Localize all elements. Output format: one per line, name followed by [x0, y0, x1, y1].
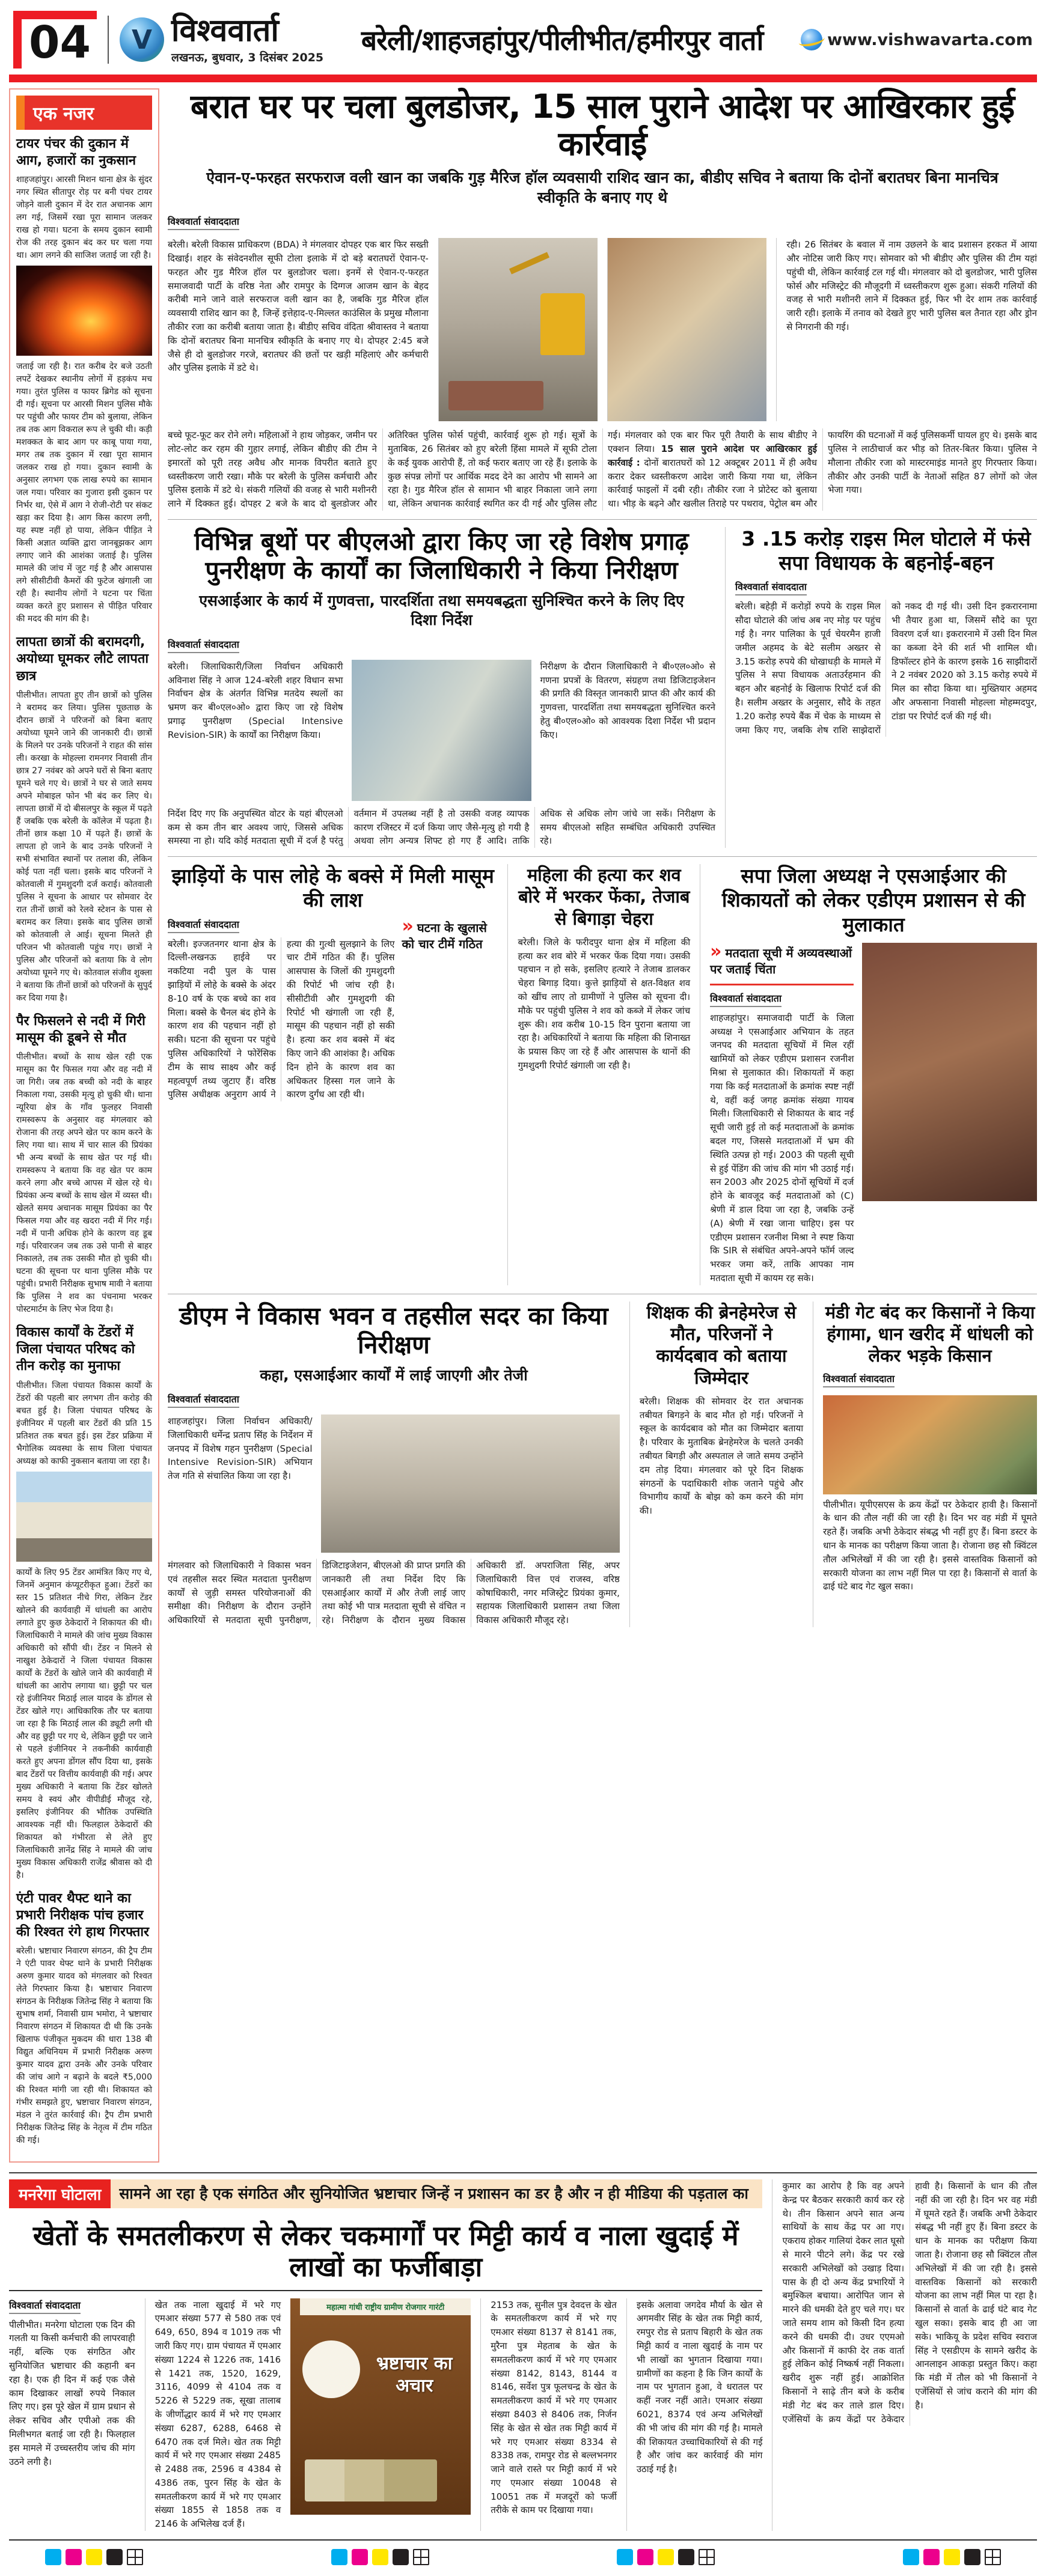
graphic-banner-text: महात्मा गांधी राष्ट्रीय ग्रामीण रोजगार गारंटी	[300, 2298, 471, 2315]
sp-headline: सपा जिला अध्यक्ष ने एसआईआर की शिकायतों को लेकर एडीएम प्रशासन से की मुलाकात	[721, 864, 1026, 936]
sidebar-article-fire	[16, 136, 152, 626]
article-body: शाहजहांपुर। आरसी मिशन थाना क्षेत्र के सुंदर नगर स्थित सीतापुर रोड़ पर बनी पंचर टायर जोड़ने वाली दुकान में देर रात अचानक आग लग गई, जिसमें रखा पूरा सामान जलकर राख हो गया। घटना के समय दुकान स्वामी रोज की तरह दुकान बंद कर घर चला गया था। आग लगने की साजिश जताई जा रही है।	[16, 175, 152, 261]
section-title: बरेली/शाहजहांपुर/पीलीभीत/हमीरपुर वार्ता	[361, 24, 763, 56]
graphic-title: भ्रष्टाचार का अचार	[376, 2352, 453, 2397]
body-text: बरेली। जिलाधिकारी/जिला निर्वाचन अधिकारी अविनाश सिंह ने आज 124-बरेली शहर विधान सभा निर्वाचन क्षेत्र के अंतर्गत विभिन्न मतदेय स्थलों का भ्रमण कर बी०एल०ओ० द्वारा किए जा रहे विशेष प्रगाढ़ पुनरीक्षण (Special Intensive Revision-SIR) के कार्यों का निरीक्षण किया।	[168, 660, 343, 740]
body-text: निर्देश दिए गए कि अनुपस्थित वोटर के यहां बीएलओ कम से कम तीन बार अवश्य जाएं, जिससे अधिक समस्या ना हो। यदि कोई मतदाता सूची में दर्ज है परंतु वर्तमान में उपलब्ध नहीं है तो उसकी वजह व्यापक कारण रजिस्टर में दर्ज किया जाए जैसे-मृत्यु हो गयी है अथवा लोग अन्यत्र शिफ्ट हो गए हैं आदि। ताकि अधिक से अधिक लोग जांचे जा सकें। निरीक्षण के समय बीएलओ सहित सम्बंधित अधिकारी उपस्थित रहे।	[168, 808, 715, 847]
cyan-swatch	[45, 2549, 61, 2565]
registration-mark-group	[45, 2549, 143, 2565]
chevron-icon: »	[710, 940, 722, 962]
registration-mark-group	[617, 2549, 715, 2565]
adm-meeting-photo	[862, 943, 1037, 1201]
body-text: खेत तक नाला खुदाई में भरे गए एमआर संख्या 577 से 580 तक एवं 649, 650, 894 व 1019 तक भी जारी किए गए। ग्राम पंचायत में एमआर संख्या 1224 से 1226 तक, 1416 से 1421 तक, 1520, 1629, 3116, 4099 से 4104 तक व 5226 से 5229 तक, सूखा तालाब के जीर्णोद्धार कार्य में भरे गए एमआर संख्या 6287, 6288, 6468 से 6470 तक दर्ज मिले। खेत तक मिट्टी कार्य में भरे गए एमआर संख्या 2485 से 2488 तक, 2596 व 4384 से 4386 तक, पुरन सिंह के खेत के समतलीकरण कार्य में भरे गए एमआर संख्या 1855 से 1858 तक व 2146 के अभिलेख दर्ज हैं।	[154, 2299, 281, 2530]
dm-headline: डीएम ने विकास भवन व तहसील सदर का किया निरीक्षण	[179, 1301, 608, 1360]
masthead-rule	[9, 75, 1037, 82]
registration-cross-icon	[985, 2549, 1001, 2565]
sidebar-article-tender	[16, 1324, 152, 1881]
byline: विश्ववार्ता संवाददाता	[9, 2298, 81, 2314]
pullquote	[402, 915, 498, 1102]
rice-headline: 3 .15 करोड़ राइस मिल घोटाले में फंसे सपा विधायक के बहनोई-बहन	[741, 526, 1031, 575]
mnrega-col-4	[626, 2298, 763, 2532]
cyan-swatch	[903, 2549, 919, 2565]
mnrega-label: मनरेगा घोटाला	[9, 2179, 111, 2208]
byline: विश्ववार्ता संवाददाता	[823, 1372, 895, 1387]
gandhi-portrait-circle	[302, 2340, 360, 2398]
article-body: पीलीभीत। जिला पंचायत विकास कार्यों के टेंडरों की पहली बार लगभग तीन करोड़ की बचत हुई है। जिला पंचायत परिषद के इंजीनियर में पहली बार टेंडरों की प्रति 15 प्रतिशत तक बचत हुई। इस टेंडर प्रक्रिया में भैगोलिक व्यवस्था के साथ जिला पंचायत अध्यक्ष को काफी नुकसान बताया जा रहा है।	[16, 1380, 152, 1466]
article-body: पीलीभीत। लापता हुए तीन छात्रों को पुलिस ने बरामद कर लिया। पुलिस पूछताछ के दौरान छात्रों ने परिजनों को बिना बताए अयोध्या घूमने जाने की जानकारी दी। छात्रों के मिलने पर उनके परिजनों ने राहत की सांस ली। करखा के मोहल्ला रामनगर निवासी तीन छात्र 27 नवंबर को अपने घरों से बिना बताए घूमने चले गए थे। छात्रों ने घर से जाते समय अपने मोबाइल फोन भी बंद कर लिए थे। लापता छात्रों में दो बीसलपुर के स्कूल में पढ़ते हैं जबकि एक बरेली के कॉलेज में पढ़ता है। तीनों छात्र कक्षा 10 में पढ़ते हैं। छात्रों के लापता हो जाने के बाद उनके परिजनों ने सभी संभावित स्थानों पर तलाश की, लेकिन कोई पता नहीं चला। इसके बाद परिजनों ने कोतवाली में गुमशुदगी दर्ज कराई। कोतवाली पुलिस ने सूचना के आधार पर सोमवार देर रात तीनों छात्रों को रेलवे स्टेशन के पास से बरामद कर लिया। इसके बाद पुलिस छात्रों को कोतवाली ले आई। सूचना मिलते ही परिजन भी कोतवाली पहुंच गए। छात्रों ने पुलिस और परिजनों को बताया कि वे लोग अयोध्या घूमने गए थे। कोतवाल संजीव शुक्ला ने बताया कि तीनों छात्रों को परिजनों के सुपुर्द कर दिया गया है।	[16, 690, 152, 1003]
byline: विश्ववार्ता संवाददाता	[735, 580, 807, 595]
lead-headline: बरात घर पर चला बुलडोजर, 15 साल पुराने आदेश पर आखिरकार हुई कार्रवाई	[190, 87, 1015, 163]
rice-mill-article	[725, 527, 1037, 848]
article-headline: टायर पंचर की दुकान में आग, हजारों का नुकसान	[16, 136, 136, 169]
cyan-swatch	[617, 2549, 633, 2565]
cyan-swatch	[331, 2549, 347, 2565]
yellow-swatch	[372, 2549, 388, 2565]
panchayat-building-photo	[16, 1472, 152, 1562]
edition-line: लखनऊ, बुधवार, 3 दिसंबर 2025	[171, 51, 324, 65]
byline: विश्ववार्ता संवाददाता	[168, 1392, 239, 1408]
sir-headline: विभिन्न बूथों पर बीएलओ द्वारा किए जा रहे विशेष प्रगाढ़ पुनरीक्षण के कार्यों का जिलाधिकारी ने किया निरीक्षण	[194, 526, 689, 585]
body-text: पीलीभीत। मनरेगा घोटाला एक दिन की गलती या किसी कर्मचारी की लापरवाही नहीं, बल्कि एक संगठित और सुनियोजित भ्रष्टाचार की कहानी बन रहा है। एक ही दिन में कई एक जैसे काम दिखाकर लाखों रुपये निकाल लिए गए। इस पूरे खेल में ग्राम प्रधान से लेकर सचिव और एपीओ तक की मिलीभगत बताई जा रही है। फिलहाल इस मामले में उच्चस्तरीय जांच की मांग उठने लगी है।	[9, 2319, 135, 2467]
highlight-title: 15 साल पुराने आदेश पर आखिरकार हुई कार्रवाई :	[608, 443, 817, 468]
woman-headline: महिला की हत्या कर शव बोरे में भरकर फेंका, तेजाब से बिगाड़ा चेहरा	[518, 865, 690, 929]
body-text: बरेली। शिक्षक की सोमवार देर रात अचानक तबीयत बिगड़ने के बाद मौत हो गई। परिजनों ने स्कूल के कार्यदबाव को मौत का जिम्मेदार बताया है। परिवार के मुताबिक ब्रेनहेमरेज के चलते उनकी तबीयत बिगड़ी और अस्पताल ले जाते समय उन्होंने दम तोड़ दिया। मंगलवार को पूरे दिन शिक्षक संगठनों के पदाधिकारी शोक जताने पहुंचे और विभागीय कार्यों के बोझ को कम करने की मांग की।	[639, 1395, 804, 1517]
mnrega-col-2	[145, 2298, 281, 2532]
registration-mark-group	[903, 2549, 1001, 2565]
magenta-swatch	[66, 2549, 82, 2565]
mnrega-section	[9, 2172, 1037, 2531]
iron-box-body-article	[168, 864, 498, 1285]
band-4	[168, 1294, 1037, 1627]
article-headline: लापता छात्रों की बरामदगी, अयोध्या घूमकर लौटे लापता छात्र	[16, 635, 149, 684]
woman-murder-article	[507, 864, 690, 1285]
body-text: निरीक्षण के दौरान जिलाधिकारी ने बी०एल०ओ० से गणना प्रपत्रों के वितरण, संग्रहण तथा डिजिटाइजेशन की प्रगति की विस्तृत जानकारी प्राप्त की और कार्य की गुणवत्ता, पारदर्शिता तथा समयबद्धता सुनिश्चित करने हेतु बी०एल०ओ० को आवश्यक दिशा निर्देश भी प्रदान किए।	[540, 660, 715, 740]
mandi-headline: मंडी गेट बंद कर किसानों ने किया हंगामा, धान खरीद में धांधली को लेकर भड़के किसान	[825, 1302, 1035, 1366]
body-segment: बच्चे फूट-फूट कर रोने लगे। महिलाओं ने हाथ जोड़कर, जमीन पर लोट-लोट कर रहम की गुहार लगाई, लेकिन बीडीए की टीम ने इमारतों को पूरी तरह अवैध और मानक विपरीत बताते हुए ध्वस्तीकरण जारी रखा। मौके पर बरेली के पुलिस कर्मचारी और पुलिस इलाके में डटे थे। संकरी गलियों की वजह से भारी मशीनरी लाने में दिक्कत हुई। दोपहर 2 बजे के बाद दो बुलडोजर और अतिरिक्त पुलिस फोर्स पहुंची, कार्रवाई शुरू हो गई। सूत्रों के मुताबिक, 26 सितंबर को हुए बरेली हिंसा मामले में सूफी टोला के कई युवक आरोपी हैं, तो कई फरार बताए जा रहे हैं। इलाके के कुछ संपन्न लोगों पर आर्थिक मदद देने का आरोप भी सामने आ रहा है। गुड मैरिज हॉल से सामान भी बाहर निकाला जाने लगा था, लेकिन अचानक कार्रवाई स्थगित कर दी गई और पुलिस लौट गई। मंगलवार को एक बार फिर पूरी तैयारी के साथ बीडीए ने एक्शन लिया।	[168, 430, 817, 510]
pullquote-rule	[710, 984, 854, 985]
registration-cross-icon	[127, 2549, 143, 2565]
mnrega-col-1	[9, 2298, 135, 2532]
mandi-gate-article	[813, 1302, 1037, 1627]
body-text: शाहजहांपुर। समाजवादी पार्टी के जिला अध्यक्ष ने एसआईआर अभियान के तहत जनपद की मतदाता सूचियों में मिल रहीं खामियों को लेकर एडीएम प्रशासन रजनीश मिश्रा से मुलाकात की। शिकायतों में कहा गया कि कई मतदाताओं के क्रमांक स्पष्ट नहीं थे, वहीं कई जगह क्रमांक संख्या गायब मिली। जिलाधिकारी से शिकायत के बाद नई सूची जारी हुई तो कई मतदाताओं के क्रमांक बदल गए, जिससे मतदाताओं में भ्रम की स्थिति उत्पन्न हो गई। 2003 की पहली सूची से हुई पेंडिंग की जांच की मांग भी उठाई गई। सन 2003 और 2025 दोनों सूचियों में दर्ज होने के बावजूद कई मतदाताओं को (C) श्रेणी में डाल दिया जा रहा है, जबकि उन्हें (A) श्रेणी में रखा जाना चाहिए। इस पर एडीएम प्रशासन रजनीश मिश्रा ने स्पष्ट किया कि SIR से संबंधित अपने-अपने फॉर्म जल्द भरकर जमा करें, ताकि आपका नाम मतदाता सूची में कायम रह सके।	[710, 1012, 854, 1283]
article-headline: पैर फिसलने से नदी में गिरी मासूम की डूबने से मौत	[16, 1013, 145, 1046]
black-swatch	[678, 2549, 694, 2565]
body-segment: दोनों बारातघरों को 12 अक्टूबर 2011 में ही अवैध करार देकर ध्वस्तीकरण आदेश जारी किया गया था, लेकिन कार्रवाई फाइलों में दबी रही। तौकीर रजा ने प्रोटेस्ट को बुलाया था। भीड़ के बढ़ने और खलील तिराहे पर पथराव, पेट्रोल बम और फायरिंग की घटनाओं में कई पुलिसकर्मी घायल हुए थे। इसके बाद पुलिस ने लाठीचार्ज कर भीड़ को तितर-बितर किया। पुलिस ने मौलाना तौकीर रजा को मास्टरमाइंड मानते हुए गिरफ्तार किया। तौकीर और उनकी पार्टी के नेताओं सहित 87 लोगों को जेल भेजा गया।	[608, 430, 1037, 510]
byline: विश्ववार्ता संवाददाता	[168, 918, 239, 933]
band-2	[168, 519, 1037, 848]
ek-najar-label: एक नजर	[16, 96, 152, 130]
dm-subheadline: कहा, एसआईआर कार्यों में लाई जाएगी और तेजी	[260, 1366, 528, 1384]
sidebar-article-bribe	[16, 1890, 152, 2147]
black-swatch	[106, 2549, 123, 2565]
lead-subheadline: ऐवान-ए-फरहत सरफराज वली खान का जबकि गुड़ मैरिज हॉल व्यवसायी राशिद खान का, बीडीए सचिव ने बताया कि दोनों बरातघर बिना मानचित्र स्वीकृति के बनाए गए थे	[206, 169, 999, 206]
body-text: इसके अलावा जगदेव मौर्या के खेत से अगमवीर सिंह के खेत तक मिट्टी कार्य, रमपुर रोड से प्रताप बिहारी के खेत तक मिट्टी कार्य व नाला खुदाई के नाम पर भी लाखों का भुगतान दिखाया गया। ग्रामीणों का कहना है कि जिन कार्यों के नाम पर भुगतान हुआ, वे धरातल पर कहीं नजर नहीं आते। एमआर संख्या 6021, 8374 एवं अन्य अभिलेखों की भी जांच की मांग की गई है। मामले की शिकायत उच्चाधिकारियों से की गई है और जांच कर कार्रवाई की मांग उठाई गई है।	[636, 2299, 763, 2475]
body-text: बरेली। बरेली विकास प्राधिकरण (BDA) ने मंगलवार दोपहर एक बार फिर सख्ती दिखाई। शहर के संवेदनशील सूफी टोला इलाके में दो बड़े बरातघरों ऐवान-ए-फरहत और गुड मैरिज हॉल पर बुलडोजर चला। इनमें से ऐवान-ए-फरहत समाजवादी पार्टी के वरिष्ठ नेता और रामपुर के दिग्गज आजम खान के बेहद करीबी माने जाने वाले सरफराज वली खान का है, जबकि गुड मैरिज हॉल व्यवसायी राशिद खान का है, जिन्हें इत्तेहाद-ए-मिल्लत काउंसिल के प्रमुख मौलाना तौकीर रजा का करीबी बताया जाता है। बीडीए सचिव वंदिता श्रीवास्तव ने बताया कि दोनों बरातघर बिना मानचित्र स्वीकृति के बनाए गए थे। दोपहर 2:45 बजे जैसे ही दो बुलडोजर गरजे, बरातघर की छतों पर खड़ी महिलाएं और कर्मचारी और पुलिस इलाके में डटे थे।	[168, 239, 429, 374]
website-link[interactable]: www.vishwavarta.com	[827, 30, 1033, 49]
pullquote-text: घटना के खुलासे को चार टीमें गठित	[402, 920, 487, 951]
box-headline: झाड़ियों के पास लोहे के बक्से में मिली मासूम की लाश	[171, 864, 494, 912]
demolition-photo	[438, 238, 598, 421]
website-block	[801, 29, 1033, 50]
body-text: मंगलवार को जिलाधिकारी ने विकास भवन एवं तहसील सदर स्थित मतदाता पुनरीक्षण कार्यों से जुड़ी समस्त परियोजनाओं की समीक्षा की। निरीक्षण के दौरान उन्होंने अधिकारियों से मतदाता सूची पुनरीक्षण, डिजिटाइजेशन, बीएलओ की प्राप्त प्रगति की जानकारी ली तथा निर्देश दिए कि एसआईआर कार्यों में और तेजी लाई जाए तथा कोई भी पात्र मतदाता सूची से वंचित न रहे। निरीक्षण के दौरान मुख्य विकास अधिकारी डॉ. अपराजिता सिंह, अपर जिलाधिकारी वित्त एवं राजस्व, वरिष्ठ कोषाधिकारी, नगर मजिस्ट्रेट प्रियंका कुमार, सहायक जिलाधिकारी प्रशासन तथा जिला विकास अधिकारी मौजूद रहे।	[168, 1560, 620, 1626]
officials-group-photo	[607, 238, 766, 421]
article-body: पीलीभीत। बच्चों के साथ खेल रही एक मासूम का पैर फिसल गया और वह नदी में जा गिरी। जब तक बच्ची को नदी के बाहर निकाला गया, उसकी मृत्यु हो चुकी थी। थाना न्यूरिया क्षेत्र के गाँव फुलहर निवासी रामस्वरूप के अनुसार वह मंगलवार को रोजाना की तरह अपने खेत पर काम करने के लिए गया था। साथ में चार साल की प्रियंका भी अन्य बच्चों के साथ खेत पर गई थी। रामस्वरूप ने बताया कि वह खेत पर काम करने लगा और बच्चे आपस में खेल रहे थे। प्रियंका अन्य बच्चों के साथ खेल में व्यस्त थी। खेलते समय अचानक मासूम प्रियंका का पैर फिसल गया और वह खदरा नदी में गिर गई। नदी में पानी अधिक होने के कारण वह डूब गई। परिवारजन जब तक उसे पानी से बाहर निकालते, तब तक उसकी मौत हो चुकी थी। घटना की सूचना पर थाना पुलिस मौके पर पहुंची। प्रभारी निरीक्षक सुभाष मावी ने बताया कि पुलिस ने शव का पंचनामा भरकर पोस्टमार्टम के लिए भेज दिया है।	[16, 1052, 152, 1315]
body-text: कुमार का आरोप है कि वह अपने केन्द्र पर बैठकर सरकारी कार्य कर रहे थे। तीन किसान अपने सात अन्य साथियों के साथ केंद्र पर आ गए। एकराय होकर गालियां देकर लात घूसो से मारने पीटने लगे। केंद्र पर रखे सरकारी अभिलेखों को उखाड़ दिया। पास के ही दो अन्य केंद्र प्रभारियों ने बमुश्किल बचाया। आरोपित जान से मारने की धमकी देते हुए चले गए। घर जाते समय शाम को किसी दिन हत्या करने की धमकी दी। उधर एएमओ और किसानों में काफी देर तक वार्ता हुई लेकिन कोई निष्कर्ष नहीं निकला। खरीद शुरू नहीं हुई। आक्रोशित किसानों ने साढ़े तीन बजे के करीब मंडी गेट बंद कर ताले डाल दिए। एजेंसियों के क्रय केंद्रों पर ठेकेदार हावी है। किसानों के धान की तौल नहीं की जा रही है। दिन भर वह मंडी में घूमते रहते हैं। जबकि अभी ठेकेदार संबद्ध भी नहीं हुए हैं। बिना डस्टर के धान के मानक का परीक्षण किया जाता है। रोजाना छह सौ क्विंटल तौल अभिलेखों में की जा रही है। इससे वास्तविक किसानों को सरकारी योजना का लाभ नहीं मिल पा रहा है। किसानों से वार्ता के ढाई घंटे बाद गेट खुल सका। इसके बाद ही आ जा सके। भाकियू के प्रदेश सचिव स्वराज सिंह ने एसडीएम के सामने खरीद के आनलाइन आकड़ा प्रस्तुत किए। कहा कि मंडी में तौल को भी किसानों ने एजेंसियों से जांच कराने की मांग की है।	[782, 2181, 1037, 2425]
body-text: रही। 26 सितंबर के बवाल में नाम उछलने के बाद प्रशासन हरकत में आया और नोटिस जारी किए गए। सोमवार को भी बीडीए और पुलिस की टीम यहां पहुंची थी, लेकिन कार्रवाई टल गई थी। मंगलवार को दो बुलडोजर, भारी पुलिस फोर्स और मजिस्ट्रेट की मौजूदगी में ध्वस्तीकरण शुरू हुआ। संकरी गलियों की वजह से भारी मशीनरी लाने में दिक्कत हुई, फिर भी देर शाम तक कार्रवाई जारी रही। इलाके में तनाव को देखते हुए भारी पुलिस बल तैनात रहा और ड्रोन से निगरानी की गई।	[776, 238, 1037, 421]
sidebar-article-students	[16, 634, 152, 1004]
byline: विश्ववार्ता संवाददाता	[710, 991, 781, 1007]
article-headline: विकास कार्यों के टेंडरों में जिला पंचायत परिषद को तीन करोड़ का मुनाफा	[16, 1325, 135, 1374]
body-text: शाहजहांपुर। जिला निर्वाचन अधिकारी/जिलाधिकारी धर्मेन्द्र प्रताप सिंह के निर्देशन में जनपद में विशेष गहन पुनरीक्षण (Special Intensive Revision-SIR) अभियान तेज गति से संचालित किया जा रहा है।	[168, 1416, 313, 1482]
ek-najar-sidebar	[9, 88, 159, 2163]
body-text: बरेली। जिले के फरीदपुर थाना क्षेत्र में महिला की हत्या कर शव बोरे में भरकर फेंक दिया गया। उसकी पहचान न हो सके, इसलिए हत्यारे ने तेजाब डालकर चेहरा बिगाड़ दिया। कुत्ते झाड़ियों से क्षत-विक्षत शव को खींच लाए तो ग्रामीणों ने पुलिस को सूचना दी। मौके पर पहुंची पुलिस ने शव को कब्जे में लेकर जांच शुरू की। शव करीब 10-15 दिन पुराना बताया जा रहा है। अधिकारियों ने बताया कि महिला की शिनाख्त के प्रयास किए जा रहे हैं और आसपास के थानों की गुमशुदगी रिपोर्ट खंगाली जा रही है।	[518, 936, 691, 1071]
magenta-swatch	[637, 2549, 653, 2565]
byline: विश्ववार्ता संवाददाता	[168, 638, 239, 653]
dm-inspection-photo	[321, 1414, 620, 1553]
mnrega-strip	[9, 2179, 762, 2208]
paper-logo-globe-icon: V	[120, 17, 164, 62]
chevron-icon: »	[402, 915, 414, 937]
teacher-headline: शिक्षक की ब्रेनहेमरेज से मौत, परिजनों ने कार्यदबाव को बताया जिम्मेदार	[646, 1302, 797, 1388]
paper-name: विश्ववार्ता	[171, 12, 279, 49]
sp-meeting-article	[700, 864, 1037, 1285]
main-well	[168, 88, 1037, 2163]
mandi-continuation	[772, 2179, 1037, 2531]
browser-globe-icon	[801, 29, 822, 50]
registration-mark-group	[331, 2549, 429, 2565]
sidebar-article-drowning	[16, 1013, 152, 1316]
lead-article	[168, 88, 1037, 511]
body-text: पीलीभीत। यूपीएसएस के क्रय केंद्रों पर ठेकेदार हावी है। किसानों के धान की तौल नहीं की जा रही है। दिन भर वह मंडी में घूमते रहते हैं। जबकि अभी ठेकेदार संबद्ध भी नहीं हुए हैं। बिना डस्टर के धान के मानक का परीक्षण किया जाता है। रोजाना छह सौ क्विंटल तौल अभिलेखों में की जा रही है। इससे वास्तविक किसानों को सरकारी योजना का लाभ नहीं मिल पा रहा है। किसानों से वार्ता के ढाई घंटे बाद गेट खुल सका।	[823, 1499, 1037, 1592]
black-swatch	[393, 2549, 409, 2565]
paper-brand	[120, 14, 323, 65]
registration-cross-icon	[699, 2549, 715, 2565]
registration-cross-icon	[413, 2549, 429, 2565]
page-number: 04	[13, 11, 97, 69]
mnrega-headline: खेतों के समतलीकरण से लेकर चकमार्गों पर मिट्टी कार्य व नाला खुदाई में लाखों का फर्जीबाड़ा	[9, 2213, 762, 2291]
pullquote-text: मतदाता सूची में अव्यवस्थाओं पर जताई चिंता	[710, 945, 852, 976]
band-3	[168, 856, 1037, 1285]
article-headline: एंटी पावर थैफ्ट थाने का प्रभारी निरीक्षक पांच हजार की रिश्वत रंगे हाथ गिरफ्तार	[16, 1890, 150, 1940]
mnrega-col-3	[480, 2298, 617, 2532]
yellow-swatch	[86, 2549, 102, 2565]
currency-notes-graphic	[305, 2459, 437, 2501]
yellow-swatch	[944, 2549, 960, 2565]
fire-photo	[16, 266, 152, 356]
black-swatch	[964, 2549, 980, 2565]
body-text: बरेली। इज्जतनगर थाना क्षेत्र के दिल्ली-लखनऊ हाईवे पर नकटिया नदी पुल के पास झाड़ियों में लोहे के बक्से के अंदर 8-10 वर्ष के एक बच्चे का शव मिला। बक्से के चैनल बंद होने के कारण शव की पहचान नहीं हो सकी। घटना की सूचना पर पहुंचे पुलिस अधिकारियों ने फोरेंसिक टीम के साथ साक्ष्य और कई महत्वपूर्ण तथ्य जुटाए हैं। वरिष्ठ पुलिस अधीक्षक अनुराग आर्य ने हत्या की गुत्थी सुलझाने के लिए चार टीमें गठित की हैं। पुलिस आसपास के जिलों की गुमशुदगी की रिपोर्ट भी जांच रही है। सीसीटीवी और गुमशुदगी की रिपोर्ट भी खंगाली जा रही हैं, मासूम की पहचान नहीं हो सकी है। हत्या कर शव बक्से में बंद किए जाने की आशंका है। अधिक दिन होने के कारण शव का अधिकतर हिस्सा गल जाने के कारण दुर्गंध आ रही थी।	[168, 938, 395, 1100]
registration-marks	[9, 2539, 1037, 2576]
pullquote	[710, 940, 854, 978]
masthead-divider	[108, 16, 109, 64]
sir-inspection-article	[168, 527, 715, 848]
dm-inspection-article	[168, 1302, 620, 1627]
body-text: 2153 तक, सुनील पुत्र देवदत्त के खेत के समतलीकरण कार्य में भरे गए एमआर संख्या 8137 से 8141 तक, मुरैना पुत्र मेहताब के खेत के समतलीकरण कार्य में भरे गए एमआर संख्या 8142, 8143, 8144 व 8146, सर्वेश पुत्र फूलचन्द्र के खेत के समतलीकरण कार्य में भरे गए एमआर संख्या 8403 से 8406 तक, निर्जन सिंह के खेत से खेत तक मिट्टी कार्य में भरे गए एमआर संख्या 8334 से 8338 तक, रामपुर रोड से बल्लभनगर जाने वाले रास्ते पर मिट्टी कार्य में भरे गए एमआर संख्या 10048 से 10051 तक में मजदूरों को फर्जी तरीके से काम पर दिखाया गया।	[491, 2299, 617, 2516]
body-text: बरेली। बहेड़ी में करोड़ों रुपये के राइस मिल सौदा घोटाले की जांच अब नए मोड़ पर पहुंच गई है। नगर पालिका के पूर्व चेयरमैन हाजी जमील अहमद के बेटे सलीम अख्तर से 3.15 करोड़ रुपये की धोखाधड़ी के मामले में पुलिस ने सपा विधायक अताउर्रहमान की बहन और बहनोई के खिलाफ रिपोर्ट दर्ज की है। सलीम अख्तर के अनुसार, सौदे के तहत 1.20 करोड़ रुपये बैंक में चेक के माध्यम से जमा किए गए, जबकि शेष राशि साझेदारों को नकद दी गई थी। उसी दिन इकरारनामा भी तैयार हुआ था, जिसमें सौदे का पूरा विवरण दर्ज था। इकरारनामे में उसी दिन मिल का कब्जा देने की शर्त भी शामिल थी। डिफॉल्टर होने के कारण इसके 16 साझीदारों ने 2 नवंबर 2020 को 3.15 करोड़ रुपये में मिल का सौदा किया था। मुख्तियार अहमद और अफसाना निवासी मोहल्ला मोहम्मदपुर, टांडा पर रिपोर्ट दर्ज की गई थी।	[735, 601, 1037, 735]
magenta-swatch	[352, 2549, 368, 2565]
body-text	[168, 428, 1037, 511]
article-body: जताई जा रही है। रात करीब देर बजे उठती लपटें देखकर स्थानीय लोगों में हड़कंप मच गया। तुरंत पुलिस व फायर ब्रिगेड को सूचना दी गई। सूचना पर आरसी मिशन पुलिस मौके पर पहुंची और फायर टीम को बुलाया, लेकिन तब तक आग विकराल रूप ले चुकी थी। कड़ी मशक्कत के बाद आग पर काबू पाया गया, मगर तब तक दुकान में रखा पूरा सामान जलकर राख हो गया। दुकान स्वामी के अनुसार लगभग एक लाख रुपये का सामान जल गया। परिवार का गुजारा इसी दुकान पर निर्भर था, ऐसे में आग ने रोजी-रोटी पर संकट खड़ा कर दिया है। आग किस कारण लगी, यह स्पष्ट नहीं हो पाया, लेकिन पीड़ित ने किसी अज्ञात व्यक्ति द्वारा जानबूझकर आग लगाए जाने की आशंका जताई है। पुलिस मामले की जांच में जुट गई है और आसपास लगे सीसीटीवी कैमरों की फुटेज खंगाली जा रही है। स्थानीय लोगों ने घटना पर चिंता व्यक्त करते हुए प्रशासन से पीड़ित परिवार की मदद की मांग की है।	[16, 362, 152, 624]
booth-inspection-photo	[352, 660, 532, 801]
sir-subheadline: एसआईआर के कार्य में गुणवत्ता, पारदर्शिता तथा समयबद्धता सुनिश्चित करने के लिए दिए दिशा निर्देश	[199, 591, 684, 629]
byline: विश्ववार्ता संवाददाता	[168, 215, 239, 230]
farmers-protest-photo	[823, 1395, 1037, 1494]
magenta-swatch	[923, 2549, 940, 2565]
mnrega-corruption-graphic	[290, 2298, 471, 2515]
article-body: बरेली। भ्रष्टाचार निवारण संगठन, की ट्रैप टीम ने एंटी पावर थेफ्ट थाने के प्रभारी निरीक्षक अरुण कुमार यादव को मंगलवार को रिश्वत लेते गिरफ्तार किया है। भ्रष्टाचार निवारण संगठन के निरीक्षक जितेन्द्र सिंह ने बताया कि सुभाष शर्मा, निवासी ग्राम भमोरा, ने भ्रष्टाचार निवारण संगठन में शिकायत दी थी कि उनके खिलाफ पंजीकृत मुकदम की धारा 138 बी विद्युत अधिनियम में प्रभारी निरीक्षक अरुण कुमार यादव द्वारा उनके और उनके परिवार की जांच आगे न बढ़ाने के बदले ₹5,000 की रिश्वत मांगी जा रही थी। शिकायत को गंभीर समझते हुए, भ्रष्टाचार निवारण संगठन, मंडल ने तुरंत कार्रवाई की। ट्रैप टीम प्रभारी निरीक्षक जितेन्द्र सिंह के नेतृत्व में टीम गठित की गई।	[16, 1946, 152, 2146]
teacher-death-article	[629, 1302, 803, 1627]
article-body: कार्यों के लिए 95 टेंडर आमंत्रित किए गए थे, जिनमें अनुमान कंप्यूटरीकृत हुआ। टेंडरों का स्तर 15 प्रतिशत नीचे गिरा, लेकिन टेंडर खोलने की कार्यवाही में धांधली का आरोप लगाते हुए कुछ ठेकेदारों ने शिकायत की थी। जिलाधिकारी ने मामले की जांच मुख्य विकास अधिकारी को सौंपी थी। टेंडर न मिलने से नाखुश ठेकेदारों ने जिला पंचायत विकास कार्यों के टेंडरों के खोले जाने की कार्यवाही में धांधली का आरोप लगाया था। छुट्टी पर चल रहे इंजीनियर मिठाई लाल यादव के डोंगल से टेंडर खोले गए। आधिकारिक तौर पर बताया जा रहा है कि मिठाई लाल की ड्यूटी लगी थी और वह छुट्टी पर गए थे, लेकिन छुट्टी पर जाने से पहले इंजीनियर ने तकनीकी कार्यवाही करते हुए अपना डोंगल सौंप दिया था, इसके बाद टेंडरों पर वित्तीय कार्यवाही की गई। अपर मुख्य अधिकारी ने बताया कि टेंडर खोलते समय वे स्वयं और वीपीडीई मौजूद रहे, इसलिए इंजीनियर की भौतिक उपस्थिति आवश्यक नहीं थी। फिलहाल ठेकेदारों की शिकायत को गंभीरता से लेते हुए जिलाधिकारी ज्ञानेंद्र सिंह ने मामले की जांच मुख्य विकास अधिकारी राजेंद्र श्रीवास को दी है।	[16, 1567, 152, 1880]
yellow-swatch	[658, 2549, 674, 2565]
mnrega-strip-text: सामने आ रहा है एक संगठित और सुनियोजित भ्रष्टाचार जिन्हें न प्रशासन का डर है और न ही मीडिया की पड़ताल का	[111, 2179, 762, 2208]
masthead	[0, 6, 1046, 71]
